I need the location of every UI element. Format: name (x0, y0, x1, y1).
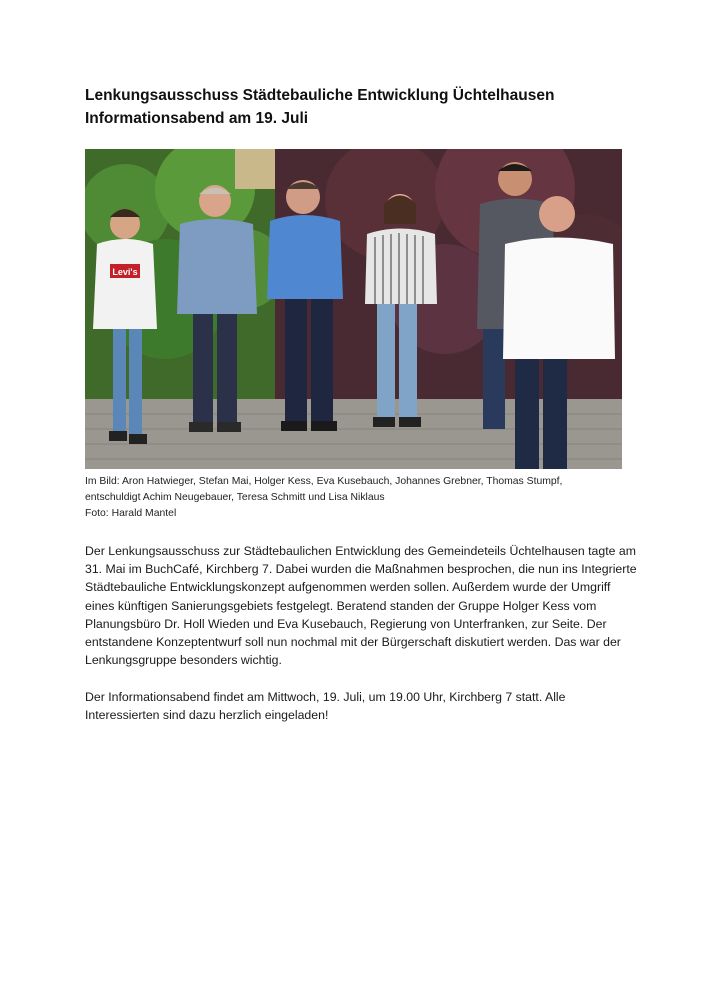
photo-caption (85, 474, 625, 522)
caption-line-2: entschuldigt Achim Neugebauer, Teresa Schmitt und Lisa Niklaus (85, 492, 385, 503)
shirt-logo-text: Levi's (112, 267, 138, 277)
caption-photo-credit: Foto: Harald Mantel (85, 508, 177, 519)
paragraph-meeting-report (85, 542, 637, 669)
text-line: Der Lenkungsausschuss zur Städtebaulichen Entwicklung des Gemeindeteils Üchtelhausen tagte am (85, 544, 636, 558)
text-line: Interessierten sind dazu herzlich eingeladen! (85, 708, 329, 723)
group-photo (85, 149, 622, 469)
title-line-2: Informationsabend am 19. Juli (85, 110, 309, 127)
page-title (85, 84, 625, 130)
caption-line-1: Im Bild: Aron Hatwieger, Stefan Mai, Holger Kess, Eva Kusebauch, Johannes Grebner, Thomas Stumpf, (85, 476, 563, 487)
title-line-1: Lenkungsausschuss Städtebauliche Entwicklung Üchtelhausen (85, 87, 555, 104)
text-line: entstandene Konzeptentwurf soll nun nochmal mit der Bürgerschaft diskutiert werden. Das war der (85, 635, 621, 650)
text-line: Der Informationsabend findet am Mittwoch, 19. Juli, um 19.00 Uhr, Kirchberg 7 statt. Alle (85, 690, 566, 704)
text-line: Lenkungsgruppe besonders wichtig. (85, 653, 282, 668)
group-photo-illustration (85, 149, 622, 469)
text-line: Städtebauliche Entwicklungskonzept aufgenommen werden sollen. Außerdem wurde der Umgriff (85, 580, 611, 595)
text-line: Planungsbüro Dr. Holl Wieden und Eva Kusebauch, Regierung von Unterfranken, zur Seite. Der (85, 616, 607, 631)
paragraph-info-evening (85, 688, 625, 724)
text-line: eines künftigen Sanierungsgebiets festgelegt. Beratend standen der Gruppe Holger Kess vom (85, 598, 597, 613)
text-line: 31. Mai im BuchCafé, Kirchberg 7. Dabei wurden die Maßnahmen besprochen, die nun ins Integrierte (85, 562, 637, 577)
